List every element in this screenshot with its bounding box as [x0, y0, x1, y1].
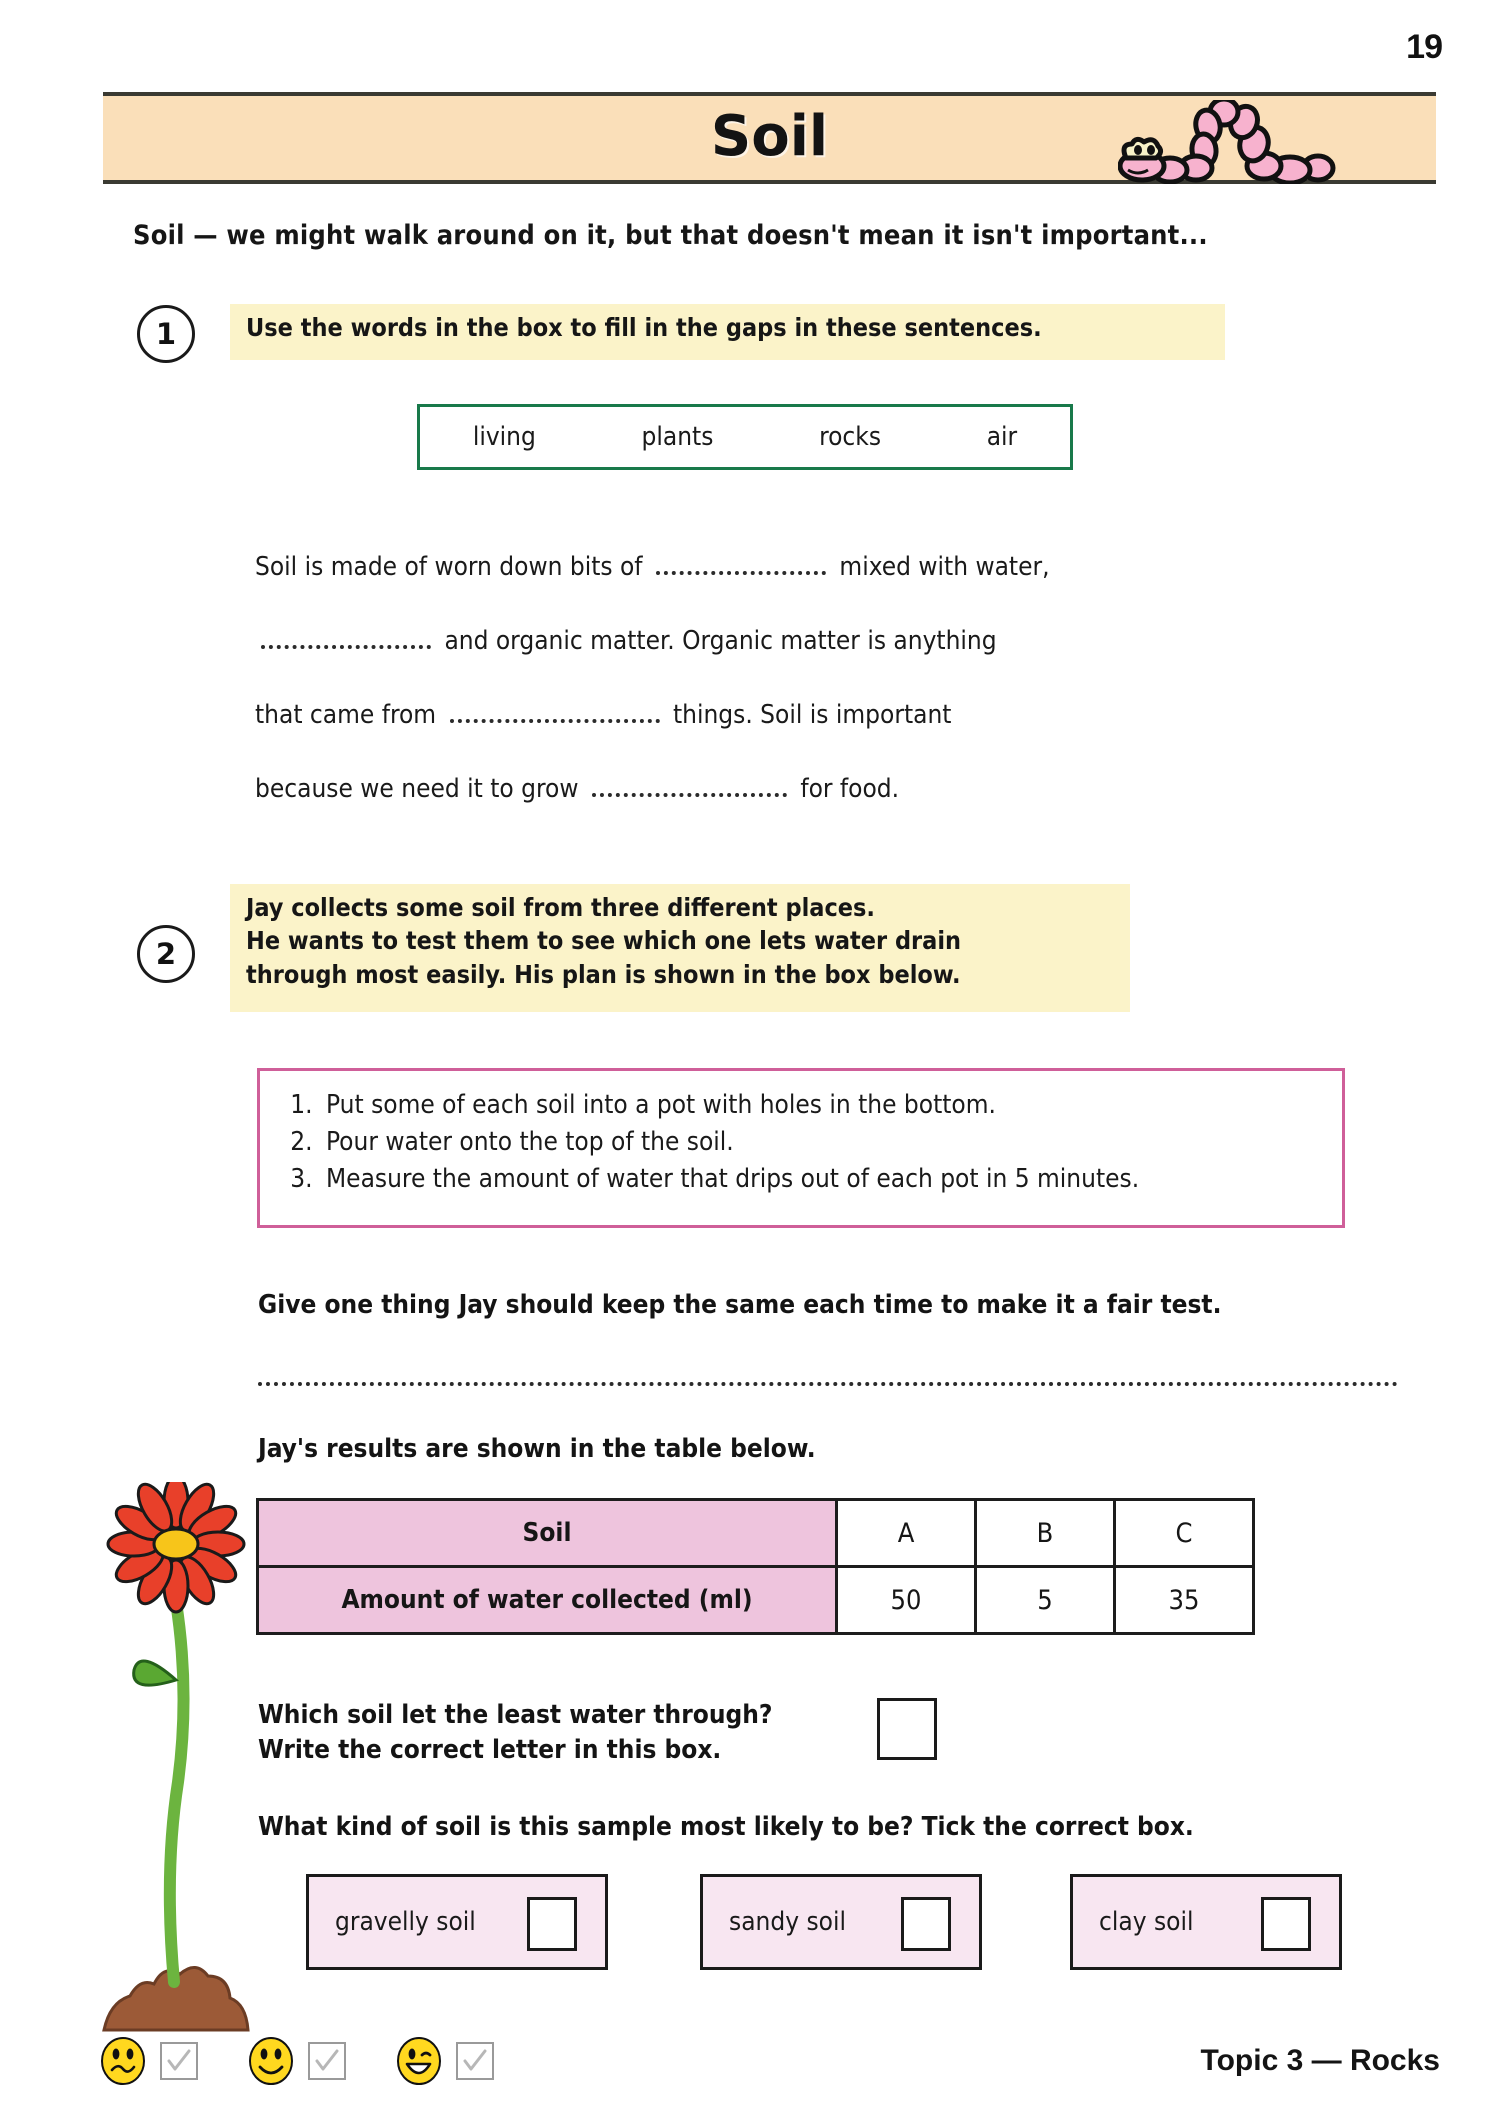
option-clay-soil-checkbox[interactable]	[1261, 1897, 1311, 1951]
plan-step-list	[284, 1087, 1342, 1198]
happy-wink-face-icon	[396, 2036, 442, 2086]
word-bank-item-3[interactable]: air	[986, 422, 1018, 452]
gap-blank-4[interactable]	[592, 771, 787, 797]
gap-blank-2[interactable]	[261, 623, 431, 649]
table-rowhead-amount: Amount of water collected (ml)	[258, 1567, 837, 1634]
option-sandy-soil-checkbox[interactable]	[901, 1897, 951, 1951]
table-cell-value-b: 5	[976, 1567, 1115, 1634]
happy-checkbox[interactable]	[456, 2042, 494, 2080]
option-gravelly-soil-label: gravelly soil	[335, 1907, 476, 1937]
gap-text-2: mixed with water,	[839, 552, 1050, 582]
self-assessment-unsure[interactable]	[100, 2036, 198, 2086]
self-assessment-neutral[interactable]	[248, 2036, 346, 2086]
page-number: 19	[1406, 28, 1442, 66]
fair-test-question: Give one thing Jay should keep the same each time to make it a fair test.	[258, 1290, 1222, 1320]
option-gravelly-soil-checkbox[interactable]	[527, 1897, 577, 1951]
plan-step-3: 3. Measure the amount of water that drips out of each pot in 5 minutes.	[320, 1161, 1342, 1198]
table-row-header	[258, 1500, 1254, 1567]
check-icon	[458, 2044, 492, 2078]
table-cell-soil-c: C	[1115, 1500, 1254, 1567]
word-bank-item-0[interactable]: living	[472, 422, 536, 452]
neutral-checkbox[interactable]	[308, 2042, 346, 2080]
results-intro: Jay's results are shown in the table below.	[258, 1434, 816, 1464]
gap-fill-line-3	[255, 678, 1315, 752]
flower-illustration	[86, 1482, 266, 2044]
gap-text-6: because we need it to grow	[255, 774, 579, 804]
plan-box	[257, 1068, 1345, 1228]
self-assessment-row	[100, 2036, 522, 2086]
letter-answer-box[interactable]	[877, 1698, 937, 1760]
gap-fill-line-2	[255, 604, 1315, 678]
worm-illustration	[1118, 100, 1338, 184]
gap-fill-paragraph	[255, 530, 1315, 826]
question-1-number: 1	[137, 305, 195, 363]
gap-text-5: things. Soil is important	[672, 700, 952, 730]
gap-blank-3[interactable]	[450, 697, 660, 723]
question-2-prompt-line-2: He wants to test them to see which one lets water drain	[246, 926, 962, 956]
option-sandy-soil[interactable]	[700, 1874, 982, 1970]
intro-text: Soil — we might walk around on it, but that doesn't mean it isn't important...	[133, 220, 1208, 251]
neutral-smile-face-icon	[248, 2036, 294, 2086]
gap-text-3: and organic matter. Organic matter is anything	[444, 626, 997, 656]
table-cell-soil-a: A	[837, 1500, 976, 1567]
least-water-question-line-2: Write the correct letter in this box.	[258, 1735, 722, 1766]
results-table	[256, 1498, 1255, 1635]
option-sandy-soil-label: sandy soil	[729, 1907, 846, 1937]
option-clay-soil[interactable]	[1070, 1874, 1342, 1970]
table-rowhead-soil: Soil	[258, 1500, 837, 1567]
title-band	[103, 92, 1436, 184]
table-cell-value-a: 50	[837, 1567, 976, 1634]
question-1-prompt: Use the words in the box to fill in the gaps in these sentences.	[230, 304, 1225, 360]
question-2-number: 2	[137, 925, 195, 983]
check-icon	[162, 2044, 196, 2078]
gap-text-1: Soil is made of worn down bits of	[255, 552, 643, 582]
word-bank-item-2[interactable]: rocks	[819, 422, 882, 452]
unsure-checkbox[interactable]	[160, 2042, 198, 2080]
plan-step-1: 1. Put some of each soil into a pot with holes in the bottom.	[320, 1087, 1342, 1124]
word-bank	[417, 404, 1073, 470]
question-2-prompt-line-3: through most easily. His plan is shown in the box below.	[246, 959, 961, 989]
table-cell-soil-b: B	[976, 1500, 1115, 1567]
gap-text-4: that came from	[255, 700, 437, 730]
fair-test-answer-line[interactable]	[258, 1382, 1398, 1386]
word-bank-item-1[interactable]: plants	[641, 422, 714, 452]
check-icon	[310, 2044, 344, 2078]
soil-type-question: What kind of soil is this sample most likely to be? Tick the correct box.	[258, 1812, 1194, 1842]
gap-blank-1[interactable]	[656, 549, 826, 575]
unsure-face-icon	[100, 2036, 146, 2086]
least-water-question	[258, 1698, 772, 1768]
page-title: Soil	[710, 104, 829, 170]
option-clay-soil-label: clay soil	[1099, 1907, 1194, 1937]
question-2-prompt	[230, 884, 1130, 1012]
table-row-data	[258, 1567, 1254, 1634]
option-gravelly-soil[interactable]	[306, 1874, 608, 1970]
gap-text-7: for food.	[800, 774, 900, 804]
self-assessment-happy[interactable]	[396, 2036, 494, 2086]
footer-topic: Topic 3 — Rocks	[1200, 2044, 1440, 2077]
question-2-prompt-line-1: Jay collects some soil from three different places.	[246, 893, 875, 922]
plan-step-2: 2. Pour water onto the top of the soil.	[320, 1124, 1342, 1161]
gap-fill-line-1	[255, 530, 1315, 604]
table-cell-value-c: 35	[1115, 1567, 1254, 1634]
least-water-question-line-1: Which soil let the least water through?	[258, 1700, 773, 1730]
gap-fill-line-4	[255, 752, 1315, 826]
